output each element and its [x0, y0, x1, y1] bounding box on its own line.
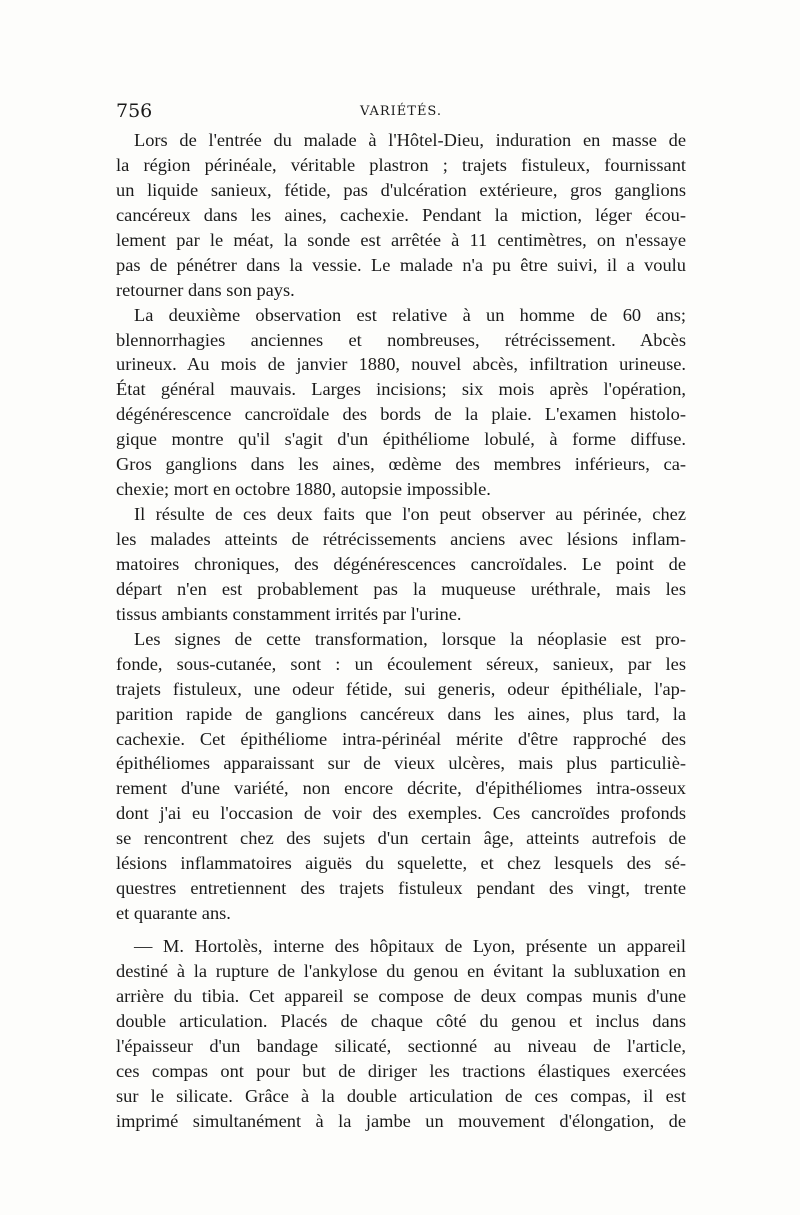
paragraph-spacer [116, 926, 686, 934]
text-line: parition rapide de ganglions cancéreux dans les aines, plus tard, la [116, 703, 686, 724]
text-line: cancéreux dans les aines, cachexie. Pendant la miction, léger écou- [116, 204, 686, 225]
text-line: rement d'une variété, non encore décrite, d'épithéliomes intra-osseux [116, 778, 686, 799]
text-line: double articulation. Placés de chaque côté du genou et inclus dans [116, 1010, 686, 1031]
text-line: matoires chroniques, des dégénérescences cancroïdales. Le point de [116, 553, 686, 574]
text-line: les malades atteints de rétrécissements anciens avec lésions inflam- [116, 529, 686, 549]
text-line: et quarante ans. [116, 903, 231, 924]
text-line: lésions inflammatoires aiguës du squelette, et chez lesquels des sé- [116, 853, 686, 874]
text-line: — M. Hortolès, interne des hôpitaux de Lyon, présente un appareil [134, 936, 686, 956]
paragraph [116, 502, 686, 627]
text-line: la région périnéale, véritable plastron ; trajets fistuleux, fournissant [116, 154, 686, 175]
text-line: destiné à la rupture de l'ankylose du genou en évitant la subluxation en [116, 960, 686, 981]
paragraph [116, 128, 686, 303]
text-line: un liquide sanieux, fétide, pas d'ulcération extérieure, gros ganglions [116, 179, 686, 200]
text-line: questres entretiennent des trajets fistuleux pendant des vingt, trente [116, 878, 686, 899]
body-text [116, 128, 686, 1134]
text-line: Gros ganglions dans les aines, œdème des membres inférieurs, ca- [116, 454, 686, 475]
text-line: La deuxième observation est relative à un homme de 60 ans; [134, 304, 686, 325]
text-line: Lors de l'entrée du malade à l'Hôtel-Dieu, induration en masse de [134, 130, 686, 150]
text-line: épithéliomes apparaissant sur de vieux ulcères, mais plus particuliè- [116, 753, 686, 774]
text-line: tissus ambiants constamment irrités par l'urine. [116, 603, 462, 624]
text-line: l'épaisseur d'un bandage silicaté, sectionné au niveau de l'article, [116, 1035, 686, 1056]
page-header [116, 100, 686, 122]
text-line: arrière du tibia. Cet appareil se compose de deux compas munis d'une [116, 985, 686, 1006]
text-line: départ n'en est probablement pas la muqueuse uréthrale, mais les [116, 578, 686, 599]
text-line: État général mauvais. Larges incisions; six mois après l'opération, [116, 379, 686, 400]
text-line: Il résulte de ces deux faits que l'on peut observer au périnée, chez [134, 504, 686, 525]
text-line: urineux. Au mois de janvier 1880, nouvel abcès, infiltration urineuse. [116, 354, 686, 375]
running-head: VARIÉTÉS. [359, 104, 443, 119]
text-line: pas de pénétrer dans la vessie. Le malade n'a pu être suivi, il a voulu [116, 254, 686, 275]
text-line: dont j'ai eu l'occasion de voir des exemples. Ces cancroïdes profonds [116, 803, 686, 824]
text-line: gique montre qu'il s'agit d'un épithéliome lobulé, à forme diffuse. [116, 429, 686, 450]
text-line: retourner dans son pays. [116, 279, 295, 300]
text-line: fonde, sous-cutanée, sont : un écoulement séreux, sanieux, par les [116, 653, 686, 674]
text-line: blennorrhagies anciennes et nombreuses, rétrécissement. Abcès [116, 329, 686, 350]
text-line: dégénérescence cancroïdale des bords de la plaie. L'examen histolo- [116, 404, 686, 425]
paragraph [116, 303, 686, 503]
text-line: sur le silicate. Grâce à la double articulation de ces compas, il est [116, 1085, 686, 1106]
text-line: chexie; mort en octobre 1880, autopsie impossible. [116, 479, 491, 500]
text-line: imprimé simultanément à la jambe un mouvement d'élongation, de [116, 1110, 686, 1131]
page-number: 756 [116, 100, 153, 122]
text-line: trajets fistuleux, une odeur fétide, sui generis, odeur épithéliale, l'ap- [116, 678, 686, 699]
paragraph [116, 934, 686, 1134]
text-line: cachexie. Cet épithéliome intra-périnéal mérite d'être rapproché des [116, 728, 686, 749]
text-line: se rencontrent chez des sujets d'un certain âge, atteints autrefois de [116, 828, 686, 849]
text-line: ces compas ont pour but de diriger les tractions élastiques exercées [116, 1060, 686, 1081]
text-line: lement par le méat, la sonde est arrêtée à 11 centimètres, on n'essaye [116, 229, 686, 250]
paragraph [116, 627, 686, 926]
text-line: Les signes de cette transformation, lorsque la néoplasie est pro- [134, 628, 686, 649]
